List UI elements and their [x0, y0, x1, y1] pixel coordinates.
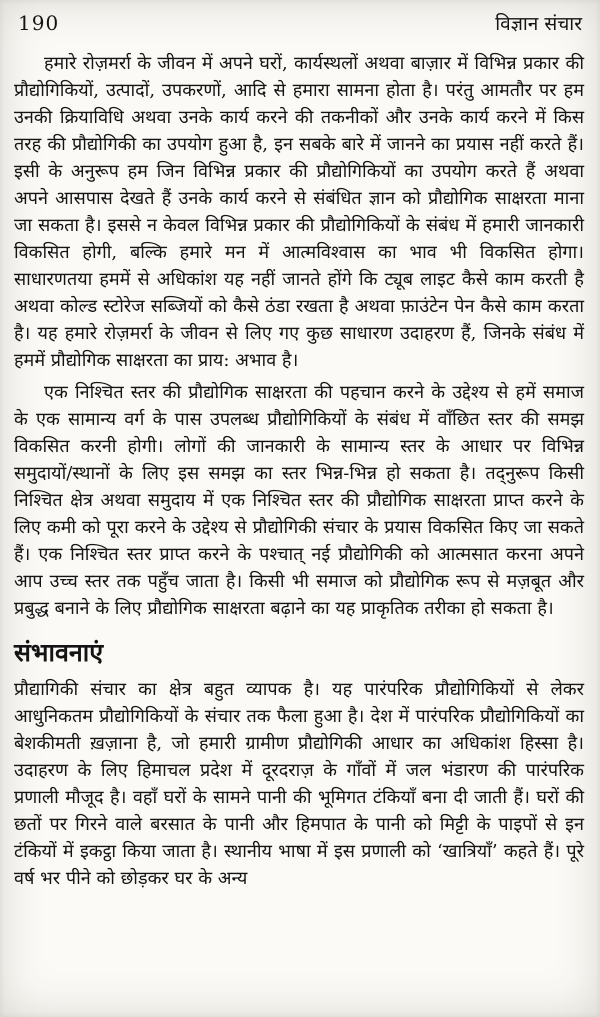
section-heading: संभावनाएं	[14, 638, 104, 667]
section-paragraph-1: प्रौद्यागिकी संचार का क्षेत्र बहुत व्यापक है। यह पारंपरिक प्रौद्योगिकियों से लेकर आधुनिकतम प्रौद्योगिकियों के संचार तक फैला हुआ है। देश में पारंपरिक प्रौद्योगिकियों का बेशकीमती ख़ज़ाना है, जो हमारी ग्रामीण प्रौद्योगिकी आधार का अधिकांश हिस्सा है। उदाहरण के लिए हिमाचल प्रदेश में दूरदराज़ के गाँवों में जल भंडारण की पारंपरिक प्रणाली मौजूद है। वहाँ घरों के सामने पानी की भूमिगत टंकियाँ बना दी जाती हैं। घरों की छतों पर गिरने वाले बरसात के पानी और हिमपात के पानी को मिट्टी के पाइपों से इन टंकियों में इकट्ठा किया जाता है। स्थानीय भाषा में इस प्रणाली को ‘खात्रियाँ’ कहते हैं। पूरे वर्ष भर पीने को छोड़कर घर के अन्य	[14, 679, 584, 889]
page-header	[14, 8, 584, 36]
running-title: विज्ञान संचार	[495, 13, 582, 35]
body-paragraph-2: एक निश्चित स्तर की प्रौद्योगिक साक्षरता की पहचान करने के उद्देश्य से हमें समाज के एक सामान्य वर्ग के पास उपलब्ध प्रौद्योगिकियों के संबंध में वाँछित स्तर की समझ विकसित करनी होगी। लोगों की जानकारी के सामान्य स्तर के आधार पर विभिन्न समुदायों/स्थानों के लिए इस समझ का स्तर भिन्न-भिन्न हो सकता है। तद्नुरूप किसी निश्चित क्षेत्र अथवा समुदाय में एक निश्चित स्तर की प्रौद्योगिक साक्षरता प्राप्त करने के लिए कमी को पूरा करने के उद्देश्य से प्रौद्योगिकी संचार के प्रयास विकसित किए जा सकते हैं। एक निश्चित स्तर प्राप्त करने के पश्चात् नई प्रौद्योगिकी को आत्मसात करना अपने आप उच्च स्तर तक पहुँच जाता है। किसी भी समाज को प्रौद्योगिक रूप से मज़बूत और प्रबुद्ध बनाने के लिए प्रौद्योगिक साक्षरता बढ़ाने का यह प्राकृतिक तरीका हो सकता है।	[14, 382, 584, 619]
body-paragraph-1: हमारे रोज़मर्रा के जीवन में अपने घरों, कार्यस्थलों अथवा बाज़ार में विभिन्न प्रकार की प्रौद्योगिकियों, उत्पादों, उपकरणों, आदि से हमारा सामना होता है। परंतु आमतौर पर हम उनकी क्रियाविधि अथवा उनके कार्य करने की तकनीकों और उनके कार्य करने में किस तरह की प्रौद्योगिकी का उपयोग हुआ है, इन सबके बारे में जानने का प्रयास नहीं करते हैं। इसी के अनुरूप हम जिन विभिन्न प्रकार की प्रौद्योगिकियों का उपयोग करते हैं अथवा अपने आसपास देखते हैं उनके कार्य करने से संबंधित ज्ञान को प्रौद्योगिक साक्षरता माना जा सकता है। इससे न केवल विभिन्न प्रकार की प्रौद्योगिकियों के संबंध में हमारी जानकारी विकसित होगी, बल्कि हमारे मन में आत्मविश्वास का भाव भी विकसित होगा। साधारणतया हममें से अधिकांश यह नहीं जानते होंगे कि ट्यूब लाइट कैसे काम करती है अथवा कोल्ड स्टोरेज सब्जियों को कैसे ठंडा रखता है अथवा फ़ाउंटेन पेन कैसे काम करता है। यह हमारे रोज़मर्रा के जीवन से लिए गए कुछ साधारण उदाहरण हैं, जिनके संबंध में हममें प्रौद्योगिक साक्षरता का प्राय: अभाव है।	[14, 53, 584, 371]
page-body	[14, 50, 584, 892]
page-number: 190	[18, 11, 60, 35]
